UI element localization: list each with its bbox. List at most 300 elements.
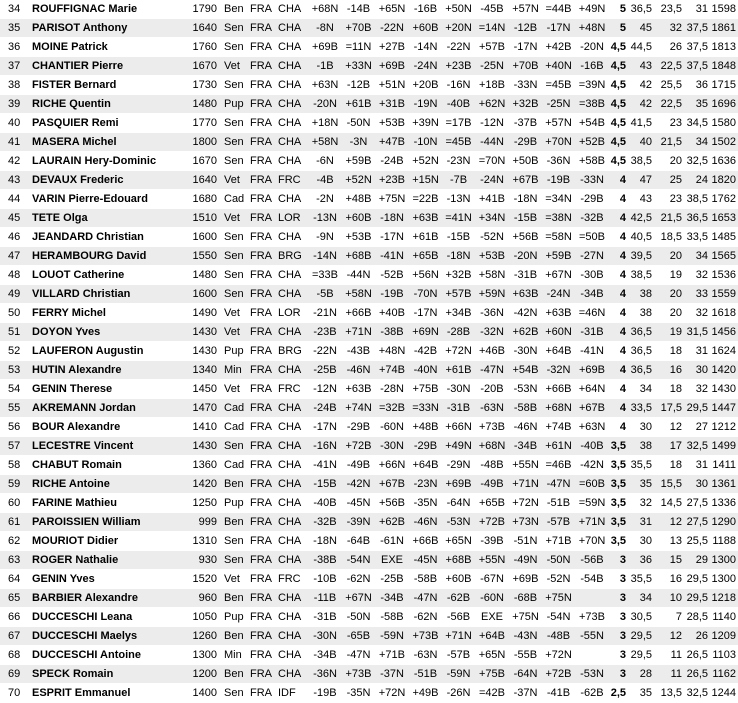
elo-rating: 1300 [182,646,220,665]
round-result: -27N [575,247,609,266]
player-name: FISTER Bernard [30,76,182,95]
player-name: AKREMANN Jordan [30,399,182,418]
round-result: +63N [575,418,609,437]
league: CHA [274,646,308,665]
elo-rating: 1430 [182,342,220,361]
round-result: +75N [509,608,542,627]
category: Sen [220,114,246,133]
round-result: -15B [442,228,475,247]
round-result: =34N [542,190,575,209]
player-name: VARIN Pierre-Edouard [30,190,182,209]
round-result: -20N [308,95,342,114]
points: 3,5 [609,437,628,456]
round-result: +62B [375,513,409,532]
federation: FRA [246,513,274,532]
elo-rating: 1510 [182,209,220,228]
round-result: -16N [442,76,475,95]
tiebreak-3: 32,5 [684,684,710,703]
points: 3 [609,665,628,684]
round-result: =33B [308,266,342,285]
round-result: -56B [575,551,609,570]
round-result: -12B [342,76,375,95]
round-result: -35N [409,494,442,513]
league: FRC [274,570,308,589]
tiebreak-3: 32 [684,380,710,399]
round-result: +72N [375,684,409,703]
round-result: +65N [475,646,509,665]
tiebreak-2: 22,5 [654,95,684,114]
league: CHA [274,532,308,551]
round-result: -24N [542,285,575,304]
points: 4 [609,323,628,342]
federation: FRA [246,266,274,285]
elo-rating: 1670 [182,152,220,171]
round-result: -63N [475,399,509,418]
round-result: +71N [575,513,609,532]
round-result: -1B [308,57,342,76]
tiebreak-1: 28 [628,665,654,684]
round-result: -46N [409,513,442,532]
round-result: -46N [509,418,542,437]
round-result: +57B [475,38,509,57]
round-result: +60B [442,570,475,589]
tiebreak-3: 32 [684,304,710,323]
elo-rating: 1420 [182,475,220,494]
federation: FRA [246,437,274,456]
tiebreak-2: 11 [654,665,684,684]
round-result: -43N [509,627,542,646]
round-result: -30B [575,266,609,285]
round-result: +18B [475,76,509,95]
performance: 1502 [710,133,738,152]
round-result: -9N [308,228,342,247]
round-result: +72B [542,665,575,684]
round-result: +69B [375,57,409,76]
performance: 1653 [710,209,738,228]
tiebreak-1: 34 [628,589,654,608]
round-result: -64N [442,494,475,513]
round-result: +68N [542,399,575,418]
player-name: SPECK Romain [30,665,182,684]
elo-rating: 1430 [182,323,220,342]
performance: 1559 [710,285,738,304]
round-result: +58B [575,152,609,171]
elo-rating: 930 [182,551,220,570]
round-result: -18N [375,209,409,228]
rank: 68 [0,646,30,665]
federation: FRA [246,190,274,209]
tiebreak-1: 30 [628,418,654,437]
round-result: -15B [509,209,542,228]
round-result: +23B [442,57,475,76]
player-name: PARISOT Anthony [30,19,182,38]
federation: FRA [246,19,274,38]
tiebreak-1: 38,5 [628,266,654,285]
player-name: ROGER Nathalie [30,551,182,570]
round-result: =60B [575,475,609,494]
federation: FRA [246,570,274,589]
round-result: -68B [509,589,542,608]
round-result: +64B [409,456,442,475]
round-result: +42B [542,38,575,57]
round-result: =38N [542,209,575,228]
federation: FRA [246,646,274,665]
tiebreak-1: 38 [628,437,654,456]
table-row [0,76,738,95]
round-result: -17N [409,304,442,323]
player-name: MOURIOT Didier [30,532,182,551]
tiebreak-2: 20 [654,247,684,266]
table-row [0,627,738,646]
round-result: +49B [409,684,442,703]
rank: 66 [0,608,30,627]
league: CHA [274,418,308,437]
rank: 60 [0,494,30,513]
points: 4,5 [609,133,628,152]
round-result: +74B [542,418,575,437]
tiebreak-3: 31 [684,0,710,19]
points: 3,5 [609,513,628,532]
league: CHA [274,665,308,684]
performance: 1447 [710,399,738,418]
category: Sen [220,133,246,152]
points: 4 [609,209,628,228]
rank: 50 [0,304,30,323]
player-name: DOYON Yves [30,323,182,342]
round-result: +72B [342,437,375,456]
round-result: +60N [542,323,575,342]
performance: 1103 [710,646,738,665]
elo-rating: 960 [182,589,220,608]
round-result: EXE [375,551,409,570]
league: CHA [274,285,308,304]
category: Min [220,646,246,665]
round-result: +68B [442,551,475,570]
round-result: +61B [342,95,375,114]
federation: FRA [246,399,274,418]
round-result: +58N [342,285,375,304]
round-result: -2N [308,190,342,209]
league: CHA [274,76,308,95]
round-result: -25N [475,57,509,76]
points: 3 [609,589,628,608]
round-result: -11B [308,589,342,608]
round-result: +72N [542,646,575,665]
table-row [0,304,738,323]
tiebreak-1: 30 [628,532,654,551]
round-result: +53B [342,228,375,247]
tiebreak-1: 35 [628,475,654,494]
round-result: +73N [509,513,542,532]
table-row [0,399,738,418]
round-result: -25N [542,95,575,114]
round-result: +65N [375,0,409,19]
performance: 1430 [710,380,738,399]
round-result: +18N [308,114,342,133]
player-name: MASERA Michel [30,133,182,152]
performance: 1300 [710,570,738,589]
elo-rating: 1410 [182,418,220,437]
round-result: +51N [375,76,409,95]
category: Vet [220,171,246,190]
rank: 43 [0,171,30,190]
player-name: BARBIER Alexandre [30,589,182,608]
tiebreak-2: 17 [654,437,684,456]
category: Pup [220,494,246,513]
tiebreak-3: 38,5 [684,190,710,209]
performance: 1696 [710,95,738,114]
performance: 1456 [710,323,738,342]
round-result: -16N [308,437,342,456]
federation: FRA [246,0,274,19]
round-result: -34B [509,437,542,456]
league: CHA [274,57,308,76]
player-name: FERRY Michel [30,304,182,323]
table-row [0,646,738,665]
federation: FRA [246,228,274,247]
tiebreak-2: 7 [654,608,684,627]
round-result: -39N [342,513,375,532]
tiebreak-1: 42,5 [628,209,654,228]
category: Sen [220,532,246,551]
table-row [0,513,738,532]
round-result: +56B [509,228,542,247]
round-result: -42N [342,475,375,494]
elo-rating: 1480 [182,95,220,114]
elo-rating: 1310 [182,532,220,551]
performance: 1624 [710,342,738,361]
tiebreak-1: 33,5 [628,399,654,418]
round-result: -39B [475,532,509,551]
tiebreak-2: 26 [654,38,684,57]
performance: 1580 [710,114,738,133]
league: LOR [274,209,308,228]
tiebreak-1: 43 [628,190,654,209]
round-result: =32B [375,399,409,418]
tiebreak-1: 42 [628,95,654,114]
tiebreak-1: 38,5 [628,152,654,171]
elo-rating: 1430 [182,437,220,456]
tiebreak-3: 29,5 [684,570,710,589]
round-result: -32B [575,209,609,228]
category: Sen [220,247,246,266]
tiebreak-1: 36,5 [628,342,654,361]
round-result: +58N [475,266,509,285]
table-row [0,475,738,494]
elo-rating: 1340 [182,361,220,380]
category: Sen [220,551,246,570]
table-row [0,190,738,209]
category: Sen [220,437,246,456]
points: 3,5 [609,475,628,494]
rank: 51 [0,323,30,342]
points: 5 [609,0,628,19]
performance: 1290 [710,513,738,532]
performance: 1636 [710,152,738,171]
round-result: +61B [442,361,475,380]
round-result: -64N [509,665,542,684]
tiebreak-2: 25 [654,171,684,190]
federation: FRA [246,380,274,399]
round-result: -38B [308,551,342,570]
round-result: +60B [342,209,375,228]
table-row [0,171,738,190]
tiebreak-1: 34 [628,380,654,399]
round-result: =41N [442,209,475,228]
federation: FRA [246,247,274,266]
round-result: EXE [475,608,509,627]
round-result: =14N [475,19,509,38]
round-result: +65B [475,494,509,513]
elo-rating: 1200 [182,665,220,684]
round-result: -42N [509,304,542,323]
league: CHA [274,133,308,152]
round-result: -43B [342,342,375,361]
federation: FRA [246,38,274,57]
points: 3 [609,627,628,646]
round-result: +55N [509,456,542,475]
points: 5 [609,19,628,38]
tiebreak-3: 25,5 [684,532,710,551]
round-result: +49N [575,0,609,19]
round-result: -36N [542,152,575,171]
player-name: LOUOT Catherine [30,266,182,285]
round-result: -31B [442,399,475,418]
round-result: +75N [542,589,575,608]
player-name: HUTIN Alexandre [30,361,182,380]
round-result: -17N [509,38,542,57]
category: Sen [220,684,246,703]
performance: 1820 [710,171,738,190]
round-result: +66B [409,532,442,551]
league: CHA [274,437,308,456]
round-result: -53N [509,380,542,399]
elo-rating: 1250 [182,494,220,513]
round-result: -60N [375,418,409,437]
tiebreak-3: 31 [684,342,710,361]
round-result: +73B [575,608,609,627]
category: Ben [220,513,246,532]
round-result: -29B [575,190,609,209]
round-result: -16B [575,57,609,76]
round-result: +63B [409,209,442,228]
round-result: -31B [509,266,542,285]
tiebreak-3: 26,5 [684,646,710,665]
rank: 57 [0,437,30,456]
round-result: +74N [342,399,375,418]
round-result: +69N [409,323,442,342]
round-result: -29N [442,456,475,475]
points: 4 [609,266,628,285]
round-result: -30N [509,342,542,361]
round-result: +47B [375,133,409,152]
player-name: LECESTRE Vincent [30,437,182,456]
tiebreak-3: 34,5 [684,114,710,133]
round-result: +62B [509,323,542,342]
round-result: +63B [542,304,575,323]
league: BRG [274,342,308,361]
category: Vet [220,380,246,399]
round-result: +74B [375,361,409,380]
round-result: +54B [575,114,609,133]
tiebreak-2: 15,5 [654,475,684,494]
round-result: -55N [575,627,609,646]
round-result: +40N [542,57,575,76]
tiebreak-2: 21,5 [654,209,684,228]
round-result: -13N [308,209,342,228]
league: CHA [274,475,308,494]
league: CHA [274,152,308,171]
tiebreak-2: 15 [654,551,684,570]
table-row [0,494,738,513]
round-result: -34B [575,285,609,304]
elo-rating: 1680 [182,190,220,209]
round-result: -26N [442,684,475,703]
rank: 69 [0,665,30,684]
player-name: PAROISSIEN William [30,513,182,532]
tiebreak-1: 32 [628,494,654,513]
round-result: -23N [442,152,475,171]
points: 4 [609,380,628,399]
round-result: +54B [509,361,542,380]
round-result: -58B [509,399,542,418]
points: 4,5 [609,152,628,171]
round-result: +68B [342,247,375,266]
tiebreak-2: 21,5 [654,133,684,152]
elo-rating: 1260 [182,627,220,646]
round-result: -8N [308,19,342,38]
tiebreak-2: 13,5 [654,684,684,703]
round-result: =39N [575,76,609,95]
category: Ben [220,0,246,19]
round-result: -22N [308,342,342,361]
rank: 41 [0,133,30,152]
tiebreak-2: 22,5 [654,57,684,76]
round-result: -23N [409,475,442,494]
rank: 54 [0,380,30,399]
round-result: =38B [575,95,609,114]
elo-rating: 1450 [182,380,220,399]
federation: FRA [246,608,274,627]
round-result: -53N [575,665,609,684]
round-result: -29B [409,437,442,456]
round-result: +73B [342,665,375,684]
category: Pup [220,95,246,114]
tiebreak-2: 18,5 [654,228,684,247]
performance: 1762 [710,190,738,209]
tiebreak-3: 27,5 [684,494,710,513]
player-name: CHANTIER Pierre [30,57,182,76]
table-row [0,684,738,703]
points: 4,5 [609,114,628,133]
round-result: -5B [308,285,342,304]
federation: FRA [246,627,274,646]
category: Vet [220,570,246,589]
round-result: -4B [308,171,342,190]
performance: 1861 [710,19,738,38]
round-result: +65N [442,532,475,551]
round-result: -46N [342,361,375,380]
round-result: =22B [409,190,442,209]
table-row [0,19,738,38]
round-result: +48N [575,19,609,38]
round-result: -41N [308,456,342,475]
tiebreak-1: 45 [628,19,654,38]
round-result: -34B [375,589,409,608]
rank: 62 [0,532,30,551]
elo-rating: 1490 [182,304,220,323]
round-result: -40B [442,95,475,114]
